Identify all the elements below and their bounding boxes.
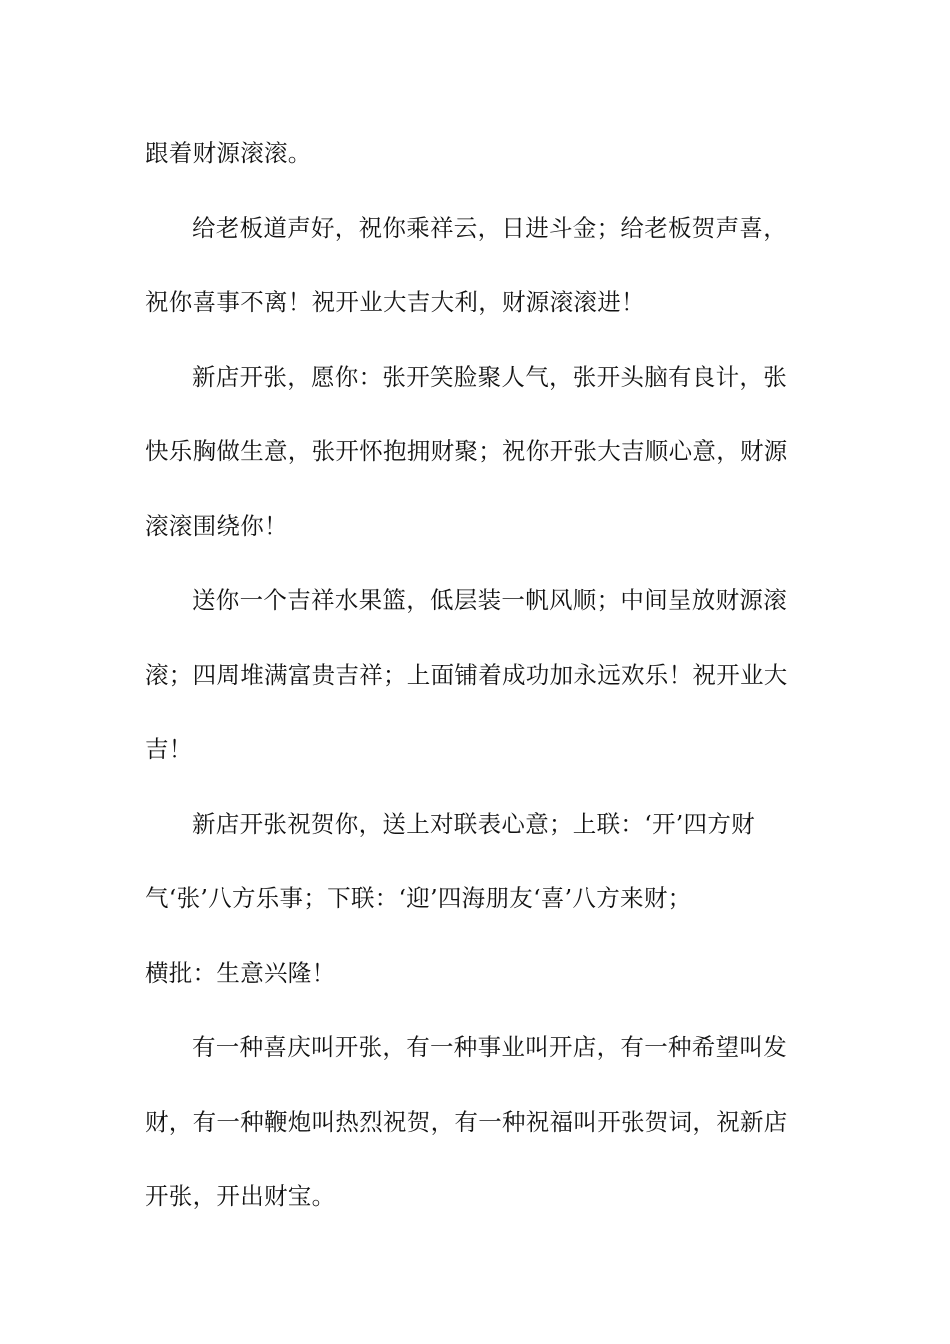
text-line: 滚；四周堆满富贵吉祥；上面铺着成功加永远欢乐！祝开业大 bbox=[145, 660, 788, 689]
paragraph-start-line: 新店开张祝贺你，送上对联表心意；上联：‘开’四方财 bbox=[192, 809, 755, 838]
paragraph-start-line: 新店开张，愿你：张开笑脸聚人气，张开头脑有良计，张 bbox=[192, 362, 787, 391]
paragraph-start-line: 有一种喜庆叫开张，有一种事业叫开店，有一种希望叫发 bbox=[192, 1033, 787, 1061]
text-line: 快乐胸做生意，张开怀抱拥财聚；祝你开张大吉顺心意，财源 bbox=[145, 437, 788, 465]
paragraph-start-line: 送你一个吉祥水果篮，低层装一帆风顺；中间呈放财源滚 bbox=[192, 586, 787, 614]
paragraph-start-line: 给老板道声好，祝你乘祥云，日进斗金；给老板贺声喜， bbox=[192, 213, 787, 242]
text-line: 祝你喜事不离！祝开业大吉大利，财源滚滚进！ bbox=[145, 288, 645, 316]
text-line: 滚滚围绕你！ bbox=[145, 511, 288, 540]
text-line: 横批：生意兴隆！ bbox=[145, 958, 336, 987]
document-body bbox=[145, 131, 813, 1249]
text-line: 开张，开出财宝。 bbox=[145, 1182, 336, 1210]
text-line: 财，有一种鞭炮叫热烈祝贺，有一种祝福叫开张贺词，祝新店 bbox=[145, 1107, 788, 1136]
text-line: 吉！ bbox=[145, 735, 193, 763]
text-line: 跟着财源滚滚。 bbox=[145, 139, 312, 167]
text-line: 气‘张’八方乐事；下联：‘迎’四海朋友‘喜’八方来财； bbox=[145, 884, 692, 912]
